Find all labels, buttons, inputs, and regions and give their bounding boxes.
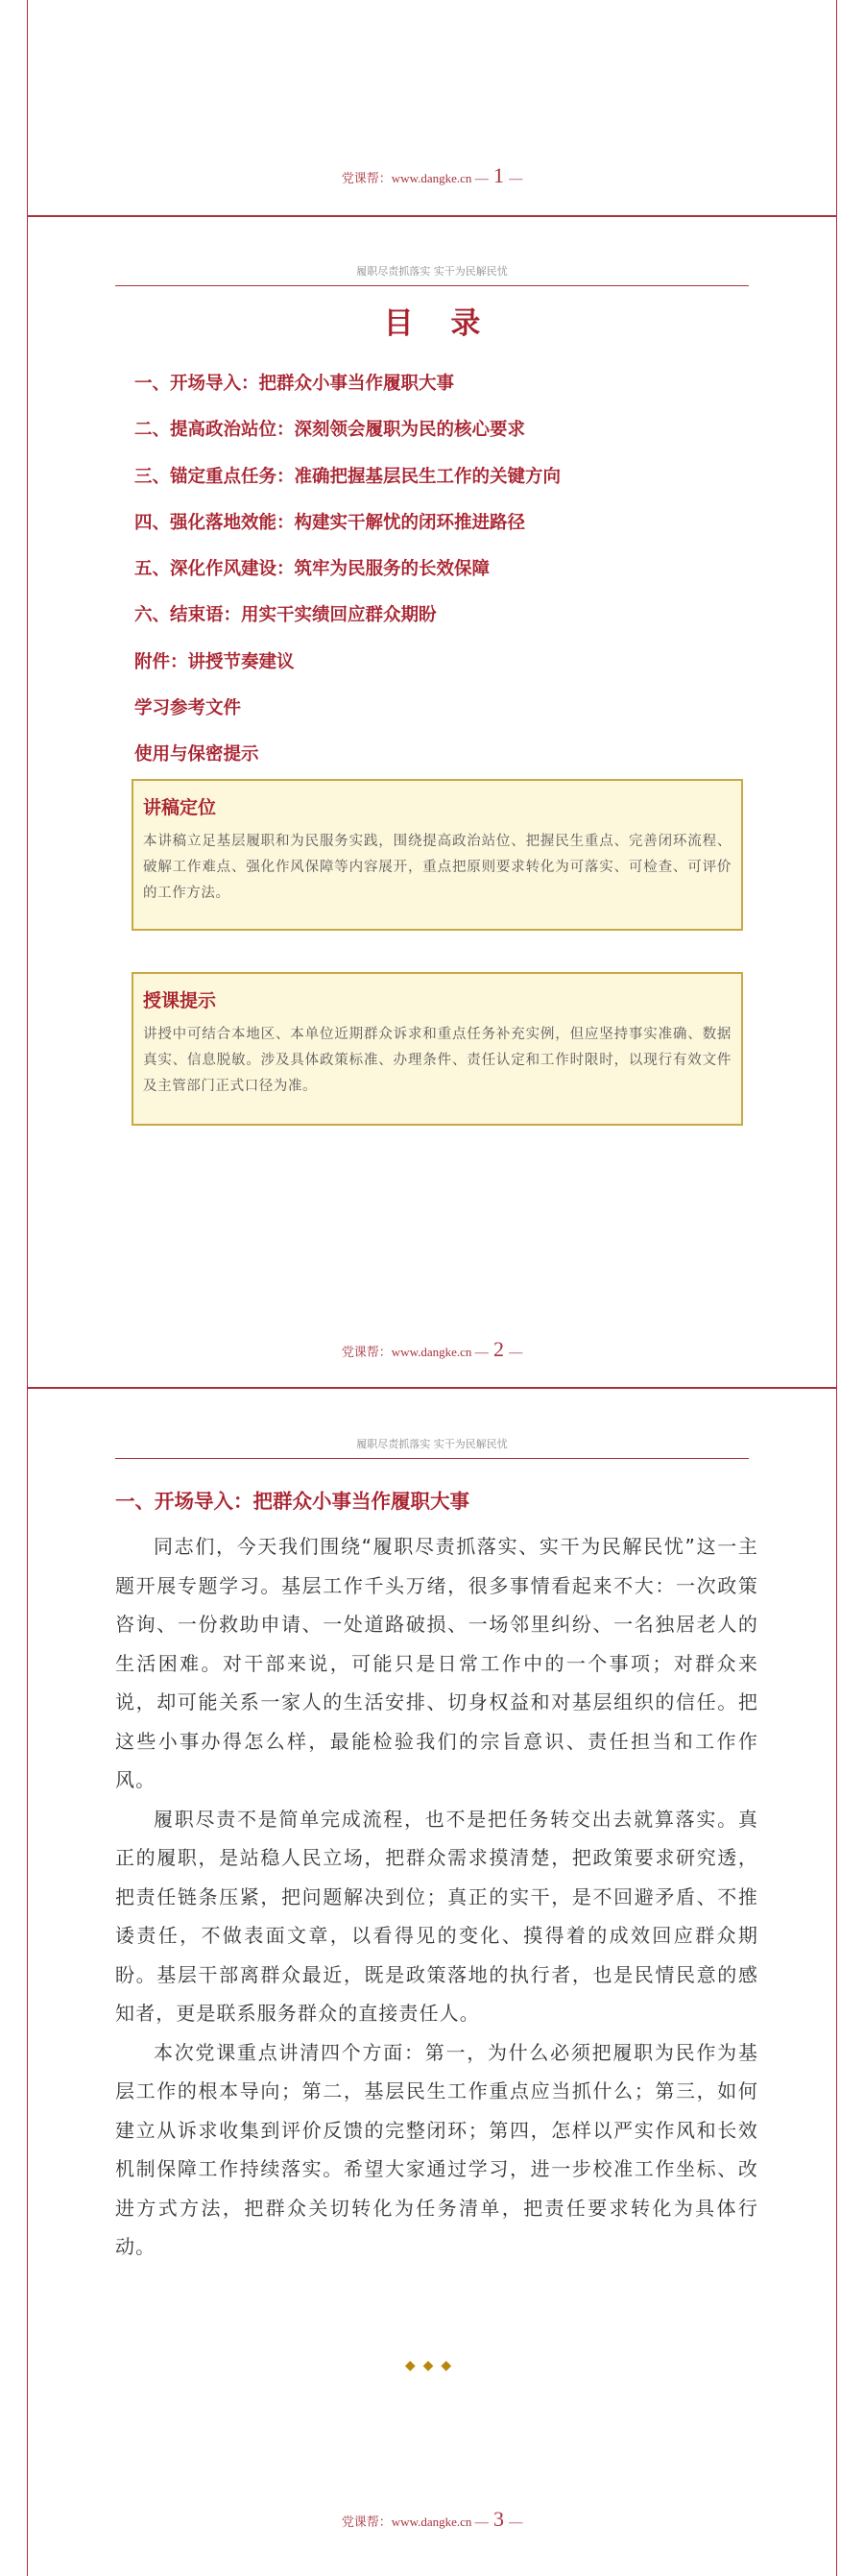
page-2-footer bbox=[27, 1337, 837, 1362]
page-1-footer bbox=[27, 163, 837, 188]
running-header: 履职尽责抓落实 实干为民解民忧 bbox=[356, 1438, 508, 1450]
footer-dash-right: — bbox=[509, 2515, 523, 2530]
page-3-footer bbox=[27, 2507, 837, 2532]
footer-site: 党课帮：www.dangke.cn bbox=[341, 1345, 472, 1359]
section-body bbox=[115, 1527, 758, 2267]
footer-dash-right: — bbox=[509, 1346, 523, 1360]
toc-item[interactable]: 一、开场导入：把群众小事当作履职大事 bbox=[134, 374, 455, 394]
toc-item[interactable]: 五、深化作风建设：筑牢为民服务的长效保障 bbox=[134, 559, 491, 580]
footer-dash-right: — bbox=[509, 172, 523, 186]
toc-item[interactable]: 学习参考文件 bbox=[134, 698, 242, 719]
paragraph: 本次党课重点讲清四个方面：第一，为什么必须把履职为民作为基层工作的根本导向；第二，基层民生工作重点应当抓什么；第三，如何建立从诉求收集到评价反馈的完整闭环；第四，怎样以严实作风和长效机制保障工作持续落实。希望大家通过学习，进一步校准工作坐标、改进方式方法，把群众关切转化为任务清单，把责任要求转化为具体行动。 bbox=[115, 2040, 758, 2258]
footer-site: 党课帮：www.dangke.cn bbox=[341, 171, 472, 185]
running-header: 履职尽责抓落实 实干为民解民忧 bbox=[356, 265, 508, 278]
paragraph: 同志们，今天我们围绕“履职尽责抓落实、实干为民解民忧”这一主题开展专题学习。基层工作千头万绪，很多事情看起来不大：一次政策咨询、一份救助申请、一处道路破损、一场邻里纠纷、一名独居老人的生活困难。对干部来说，可能只是日常工作中的一个事项；对群众来说，却可能关系一家人的生活安排、切身权益和对基层组织的信任。把这些小事办得怎么样，最能检验我们的宗旨意识、责任担当和工作作风。 bbox=[115, 1535, 758, 1791]
box-title: 讲稿定位 bbox=[143, 797, 217, 818]
table-of-contents bbox=[134, 365, 749, 783]
footer-site: 党课帮：www.dangke.cn bbox=[341, 2515, 472, 2529]
section-title: 一、开场导入：把群众小事当作履职大事 bbox=[115, 1490, 469, 1513]
page-number: 2 bbox=[492, 1337, 504, 1361]
toc-item[interactable]: 使用与保密提示 bbox=[134, 744, 259, 766]
footer-dash-left: — bbox=[474, 2515, 489, 2530]
teaching-tips-box bbox=[132, 972, 743, 1126]
page-number: 3 bbox=[492, 2507, 504, 2531]
toc-item[interactable]: 六、结束语：用实干实绩回应群众期盼 bbox=[134, 605, 437, 626]
toc-item[interactable]: 三、锚定重点任务：准确把握基层民生工作的关键方向 bbox=[134, 466, 562, 487]
box-body: 讲授中可结合本地区、本单位近期群众诉求和重点任务补充实例，但应坚持事实准确、数据真实、信息脱敏。涉及具体政策标准、办理条件、责任认定和工作时限时，以现行有效文件及主管部门正式口径为准。 bbox=[143, 1027, 732, 1094]
footer-dash-left: — bbox=[474, 1346, 489, 1360]
box-body: 本讲稿立足基层履职和为民服务实践，围绕提高政治站位、把握民生重点、完善闭环流程、破解工作难点、强化作风保障等内容展开，重点把原则要求转化为可落实、可检查、可评价的工作方法。 bbox=[143, 834, 732, 901]
footer-dash-left: — bbox=[474, 172, 489, 186]
box-title: 授课提示 bbox=[143, 990, 217, 1011]
toc-title: 目 录 bbox=[383, 306, 494, 341]
toc-item[interactable]: 二、提高政治站位：深刻领会履职为民的核心要求 bbox=[134, 420, 526, 441]
page-number: 1 bbox=[492, 163, 504, 187]
paragraph: 履职尽责不是简单完成流程，也不是把任务转交出去就算落实。真正的履职，是站稳人民立场，把群众需求摸清楚，把政策要求研究透，把责任链条压紧，把问题解决到位；真正的实干，是不回避矛盾、不推诿责任，不做表面文章，以看得见的变化、摸得着的成效回应群众期盼。基层干部离群众最近，既是政策落地的执行者，也是民情民意的感知者，更是联系服务群众的直接责任人。 bbox=[115, 1807, 758, 2025]
header-rule bbox=[115, 1458, 749, 1459]
positioning-box bbox=[132, 779, 743, 931]
section-end-ornament: ◆◆◆ bbox=[404, 2358, 460, 2373]
header-rule bbox=[115, 285, 749, 286]
toc-item[interactable]: 附件：讲授节奏建议 bbox=[134, 651, 295, 672]
toc-item[interactable]: 四、强化落地效能：构建实干解忧的闭环推进路径 bbox=[134, 512, 526, 533]
